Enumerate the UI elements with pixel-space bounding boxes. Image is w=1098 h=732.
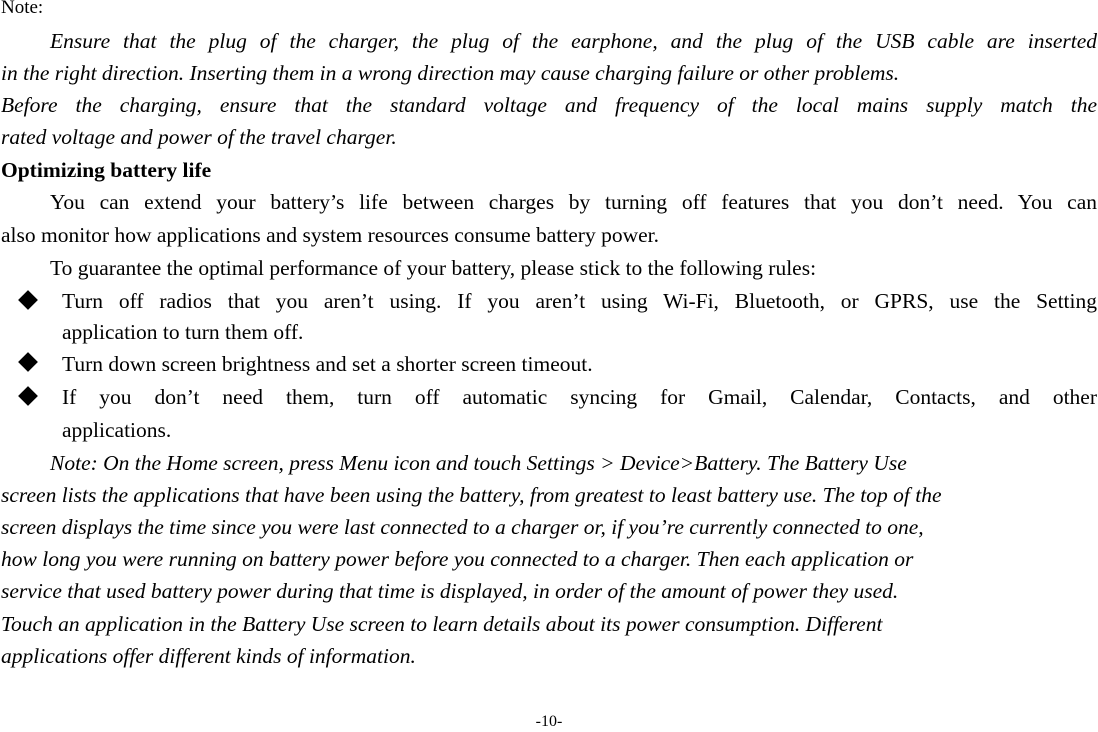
section-heading: Optimizing battery life <box>1 158 212 182</box>
battery-note-line: screen displays the time since you were last connected to a charger or, if you’re currently connected to one, <box>1 515 924 539</box>
battery-note-line: screen lists the applications that have been using the battery, from greatest to least battery use. The top of the <box>1 483 942 507</box>
battery-note-line: how long you were running on battery power before you connected to a charger. Then each application or <box>1 547 914 571</box>
bullet-line: If you don’t need them, turn off automatic syncing for Gmail, Calendar, Contacts, and other <box>62 385 1097 409</box>
diamond-bullet-icon <box>18 386 38 406</box>
bullet-line: Turn off radios that you aren’t using. If you aren’t using Wi-Fi, Bluetooth, or GPRS, use the Setting <box>62 289 1097 313</box>
bullet-line: applications. <box>62 418 172 442</box>
intro-line: You can extend your battery’s life between charges by turning off features that you don’t need. You can <box>50 190 1097 214</box>
note-heading: Note: <box>1 0 44 18</box>
battery-note-line: service that used battery power during that time is displayed, in order of the amount of power they used. <box>1 579 899 603</box>
note-line: in the right direction. Inserting them in a wrong direction may cause charging failure or other problems. <box>1 61 900 85</box>
note-line: rated voltage and power of the travel charger. <box>1 125 397 149</box>
note-line: Before the charging, ensure that the standard voltage and frequency of the local mains supply match the <box>1 93 1097 117</box>
page-number: -10- <box>535 713 563 730</box>
diamond-bullet-icon <box>18 290 38 310</box>
battery-note-line: applications offer different kinds of information. <box>1 644 416 668</box>
diamond-bullet-icon <box>18 352 38 372</box>
intro-line: To guarantee the optimal performance of your battery, please stick to the following rules: <box>50 256 817 280</box>
intro-line: also monitor how applications and system resources consume battery power. <box>1 223 659 247</box>
bullet-line: Turn down screen brightness and set a shorter screen timeout. <box>62 352 593 376</box>
battery-note-line: Touch an application in the Battery Use screen to learn details about its power consumption. Different <box>1 612 883 636</box>
battery-note-line: Note: On the Home screen, press Menu icon and touch Settings > Device>Battery. The Battery Use <box>50 451 907 475</box>
bullet-line: application to turn them off. <box>62 320 304 344</box>
note-line: Ensure that the plug of the charger, the plug of the earphone, and the plug of the USB cable are inserted <box>50 29 1097 53</box>
